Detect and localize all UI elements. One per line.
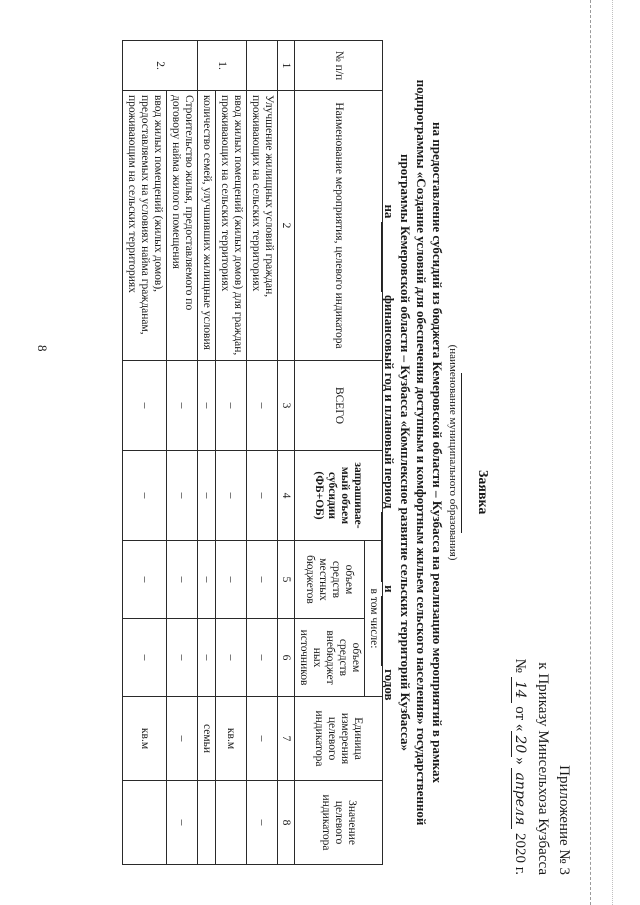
- header-total: ВСЕГО: [295, 361, 383, 451]
- date-mid: »: [512, 757, 528, 765]
- row-requested: –: [216, 451, 247, 541]
- municipality-line: [461, 0, 477, 905]
- colnum-3: 3: [278, 361, 295, 451]
- table-row: [198, 41, 216, 865]
- row-total: –: [216, 361, 247, 451]
- row-value: –: [247, 781, 278, 865]
- row-offbudget: –: [123, 619, 167, 697]
- row-offbudget: –: [198, 619, 216, 697]
- row-offbudget: –: [216, 619, 247, 697]
- header-unit: Единица измерения целевого индикатора: [295, 697, 383, 781]
- subsidy-table: [122, 40, 383, 865]
- header-name: Наименование мероприятия, целевого индикатора: [295, 91, 383, 361]
- intro-years: годов: [382, 669, 397, 701]
- intro-line-4: [381, 0, 397, 905]
- colnum-5: 5: [278, 541, 295, 619]
- colnum-6: 6: [278, 619, 295, 697]
- row-unit: –: [247, 697, 278, 781]
- intro-on: на: [382, 204, 397, 219]
- row-name: количество семей, улучшивших жилищные условия: [198, 91, 216, 361]
- colnum-8: 8: [278, 781, 295, 865]
- order-day: 20: [511, 731, 528, 757]
- row-value: –: [167, 781, 198, 865]
- header-offbudget: объем средств внебюджет ных источников: [295, 619, 365, 697]
- order-month: апреля: [511, 768, 528, 829]
- row-local: –: [167, 541, 198, 619]
- column-number-row: [278, 41, 295, 865]
- row-total: –: [123, 361, 167, 451]
- row-name: ввод жилых помещений (жилых домов), предоставляемых на условиях найма гражданам, проживающим на сельских территориях: [123, 91, 167, 361]
- intro-period: финансовый год и плановый период: [382, 294, 397, 509]
- row-num: 1.: [198, 41, 247, 91]
- row-value: [216, 781, 247, 865]
- row-total: –: [167, 361, 198, 451]
- header-value: Значение целевого индикатора: [295, 781, 383, 865]
- header-requested: запрашивае-мый объем субсидии (ФБ+ОБ): [295, 451, 383, 541]
- row-local: –: [198, 541, 216, 619]
- row-offbudget: –: [247, 619, 278, 697]
- header-num: № п/п: [295, 41, 383, 91]
- row-requested: –: [167, 451, 198, 541]
- header-local: объем средств местных бюджетов: [295, 541, 365, 619]
- appendix-order-ref: к Приказу Минсельхоза Кузбасса: [535, 662, 551, 875]
- table-row: [247, 41, 278, 865]
- row-requested: –: [247, 451, 278, 541]
- row-requested: –: [198, 451, 216, 541]
- row-offbudget: –: [167, 619, 198, 697]
- date-prefix: от «: [512, 706, 528, 732]
- appendix-title: Приложение № 3: [556, 765, 572, 875]
- table-row: [167, 41, 198, 865]
- row-num: 2.: [123, 41, 198, 91]
- order-number: 14: [511, 677, 528, 703]
- intro-line-2: подпрограммы «Создание условий для обеспечения доступным и комфортным жильем сельского населения» государственной: [414, 79, 429, 826]
- intro-and: и: [382, 585, 397, 593]
- intro-line-3: программы Кемеровской области – Кузбасса «Комплексное развитие сельских территорий Кузбасса»: [398, 153, 413, 752]
- colnum-4: 4: [278, 451, 295, 541]
- row-value: [123, 781, 167, 865]
- row-local: –: [247, 541, 278, 619]
- row-total: –: [247, 361, 278, 451]
- row-total: –: [198, 361, 216, 451]
- page-number: 8: [35, 345, 50, 352]
- table-row: [123, 41, 167, 865]
- row-name: Строительство жилья, предоставляемого по договору найма жилого помещения: [167, 91, 198, 361]
- row-unit: кв.м: [123, 697, 167, 781]
- header-row-1: [365, 41, 383, 865]
- row-unit: семьи: [198, 697, 216, 781]
- form-intro: [381, 0, 477, 905]
- table-row: [216, 41, 247, 865]
- header-including: в том числе:: [365, 541, 383, 697]
- intro-line-1: на предоставление субсидий из бюджета Кемеровской области – Кузбасса на реализацию мероприятий в рамках: [430, 122, 445, 783]
- appendix-header: [509, 659, 574, 875]
- row-local: –: [216, 541, 247, 619]
- municipality-caption: (наименование муниципального образования): [447, 344, 459, 561]
- colnum-1: 1: [278, 41, 295, 91]
- row-name: Улучшение жилищных условий граждан, проживающих на сельских территориях: [247, 91, 278, 361]
- municipality-blank: [461, 373, 476, 533]
- appendix-number-date: [509, 659, 530, 875]
- row-num: [247, 41, 278, 91]
- order-year: 2020 г.: [512, 833, 528, 875]
- row-unit: –: [167, 697, 198, 781]
- row-requested: –: [123, 451, 167, 541]
- colnum-2: 2: [278, 91, 295, 361]
- row-name: ввод жилых помещений (жилых домов) для граждан, проживающих на сельских территориях: [216, 91, 247, 361]
- form-title: Заявка: [475, 470, 490, 515]
- colnum-7: 7: [278, 697, 295, 781]
- row-unit: кв.м: [216, 697, 247, 781]
- row-value: [198, 781, 216, 865]
- order-number-prefix: №: [512, 658, 528, 673]
- row-local: –: [123, 541, 167, 619]
